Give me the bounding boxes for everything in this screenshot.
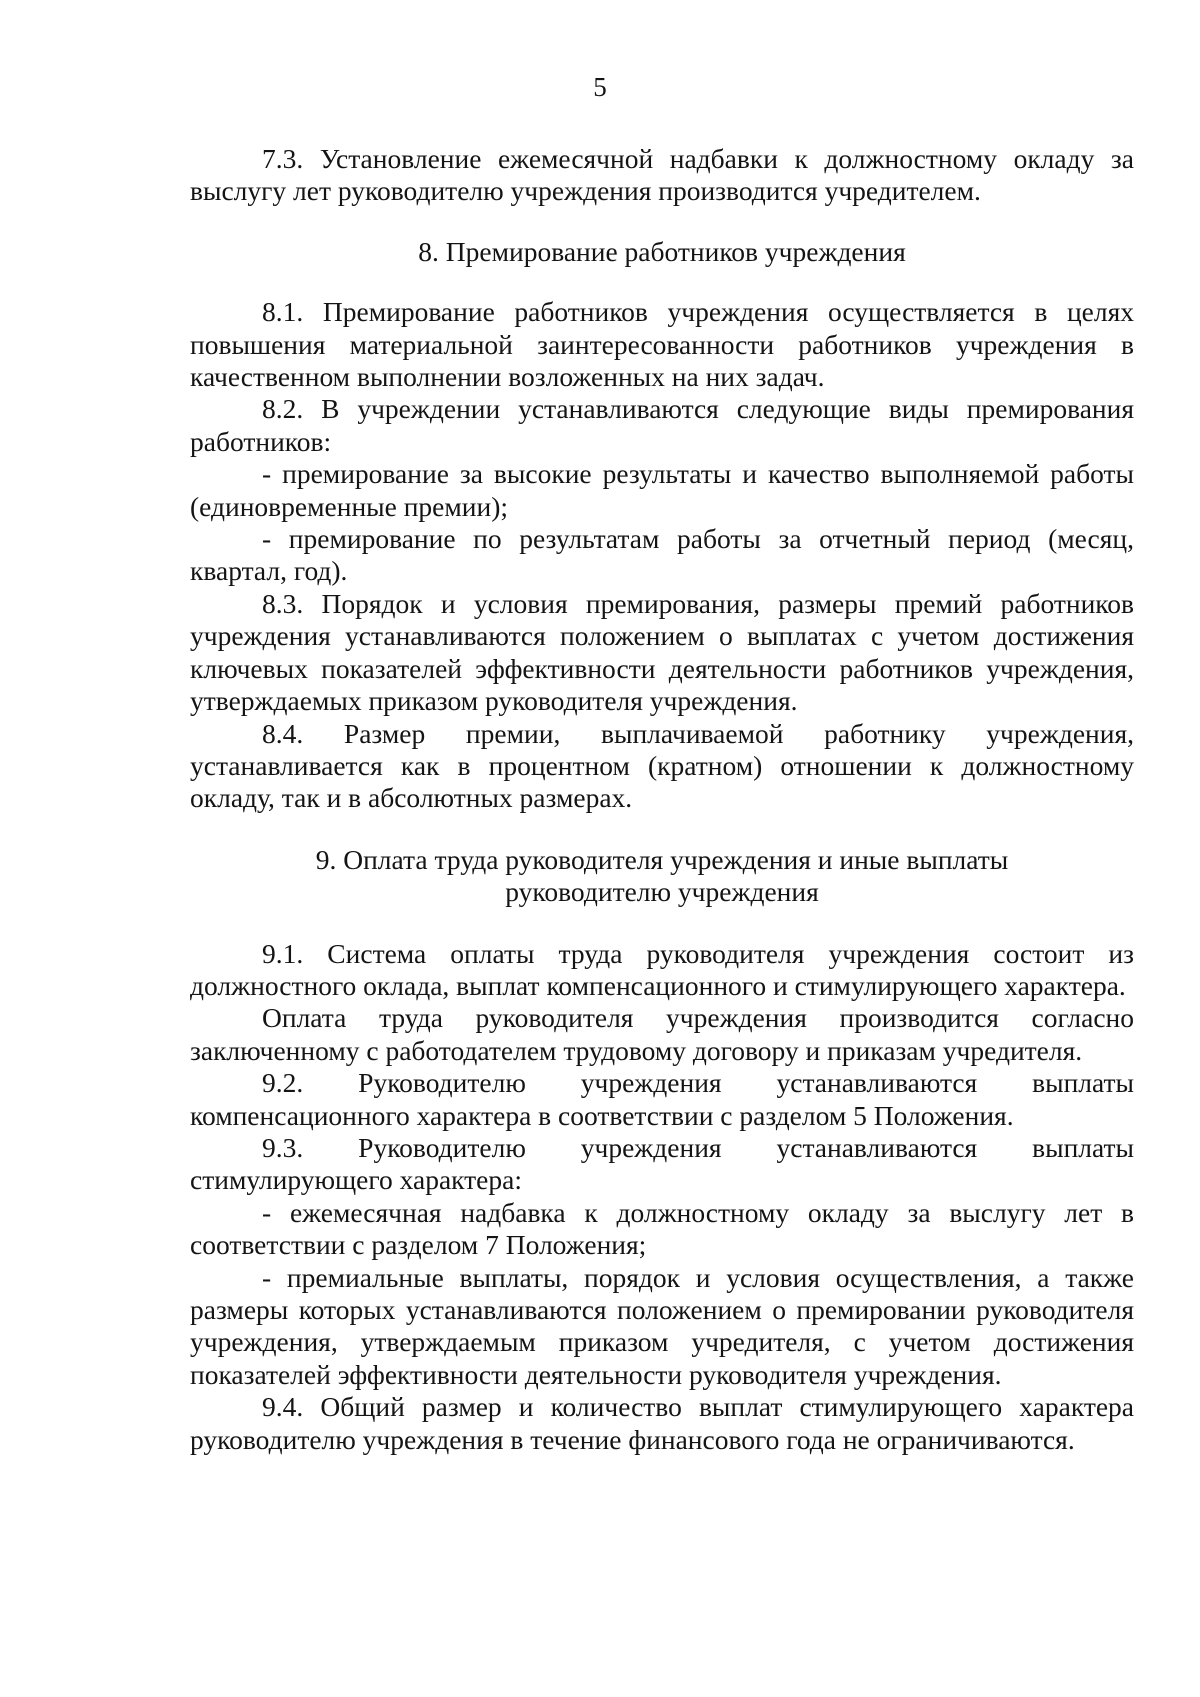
document-body [190,143,1134,1456]
section-heading-8: 8. Премирование работников учреждения [418,235,906,267]
paragraph-9-1-continued: Оплата труда руководителя учреждения производится согласно заключенному с работодателем трудовому договору и приказам учредителя. [190,1002,1134,1066]
paragraph-9-2: 9.2. Руководителю учреждения устанавливаются выплаты компенсационного характера в соответствии с разделом 5 Положения. [190,1067,1134,1131]
paragraph-8-1: 8.1. Премирование работников учреждения осуществляется в целях повышения материальной заинтересованности работников учреждения в качественном выполнении возложенных на них задач. [190,296,1134,393]
paragraph-9-1: 9.1. Система оплаты труда руководителя учреждения состоит из должностного оклада, выплат компенсационного и стимулирующего характера. [190,937,1134,1001]
section-heading-9-line-2: руководителю учреждения [505,876,819,908]
section-heading-9-line-1: 9. Оплата труда руководителя учреждения и иные выплаты [315,843,1009,875]
list-item-9-3-a: - ежемесячная надбавка к должностному окладу за выслугу лет в соответствии с разделом 7 Положения; [190,1196,1134,1261]
section-heading-9 [190,844,1134,909]
paragraph-8-2: 8.2. В учреждении устанавливаются следующие виды премирования работников: [190,393,1134,457]
paragraph-8-4: 8.4. Размер премии, выплачиваемой работнику учреждения, устанавливается как в процентном (кратном) отношении к должностному окладу, так и в абсолютных размерах. [190,717,1134,814]
list-item-8-2-a: - премирование за высокие результаты и качество выполняемой работы (единовременные премии); [190,458,1134,522]
list-item-8-2-b: - премирование по результатам работы за отчетный период (месяц, квартал, год). [190,523,1134,587]
page-number: 5 [593,72,607,102]
paragraph-8-3: 8.3. Порядок и условия премирования, размеры премий работников учреждения устанавливаются положением о выплатах с учетом достижения ключевых показателей эффективности деятельности работников учреждения, утверждаемых приказом руководителя учреждения. [190,587,1134,717]
paragraph-9-3: 9.3. Руководителю учреждения устанавливаются выплаты стимулирующего характера: [190,1131,1134,1196]
list-item-9-3-b: - премиальные выплаты, порядок и условия осуществления, а также размеры которых устанавливаются положением о премировании руководителя учреждения, утверждаемым приказом учредителя, с учетом достижения показателей эффективности деятельности руководителя учреждения. [190,1261,1134,1390]
paragraph-9-4: 9.4. Общий размер и количество выплат стимулирующего характера руководителю учреждения в течение финансового года не ограничиваются. [190,1391,1134,1455]
paragraph-7-3: 7.3. Установление ежемесячной надбавки к должностному окладу за выслугу лет руководителю учреждения производится учредителем. [190,143,1134,207]
